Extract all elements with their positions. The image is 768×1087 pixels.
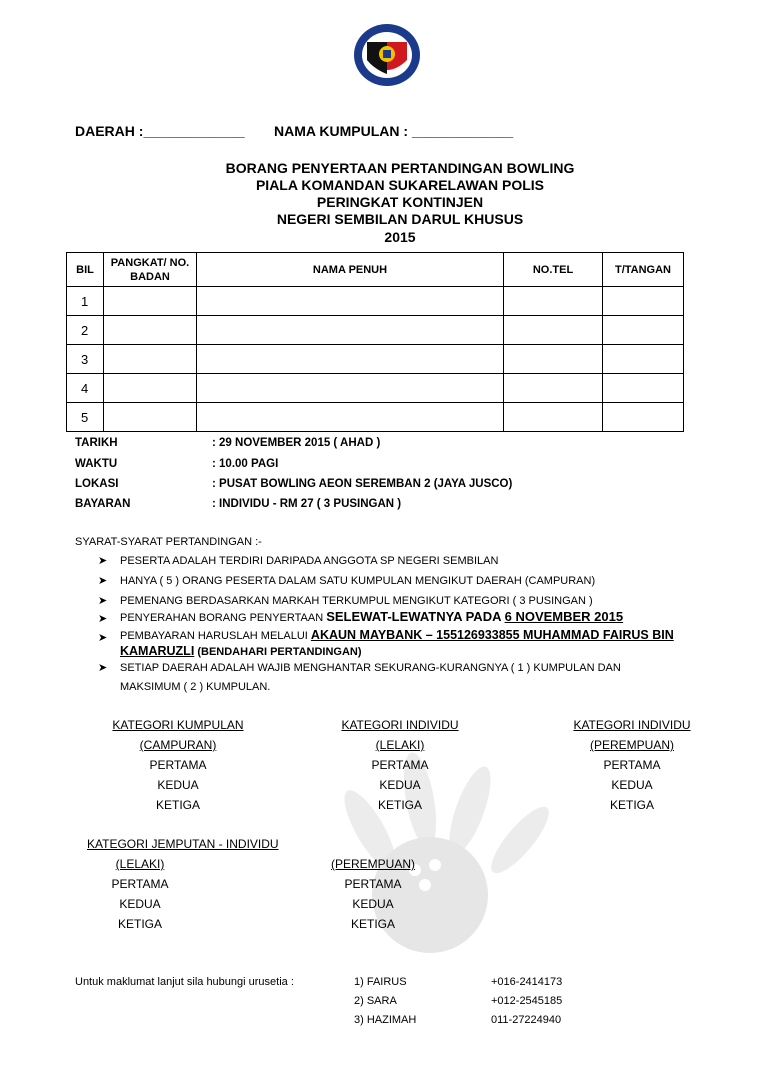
title-line-2: PIALA KOMANDAN SUKARELAWAN POLIS bbox=[255, 177, 545, 193]
cell-ttangan[interactable] bbox=[603, 374, 684, 403]
rule-5-name: KAMARUZLI bbox=[120, 644, 195, 658]
place-1: PERTAMA bbox=[371, 758, 429, 772]
place-1: PERTAMA bbox=[111, 877, 169, 891]
contact-phone-3: 011-27224940 bbox=[491, 1014, 562, 1026]
cell-nama[interactable] bbox=[197, 316, 504, 345]
col-ttangan: T/TANGAN bbox=[603, 253, 684, 287]
cell-pangkat[interactable] bbox=[104, 345, 197, 374]
cell-ttangan[interactable] bbox=[603, 345, 684, 374]
cat-kumpulan-sub: (CAMPURAN) bbox=[139, 738, 217, 752]
cell-pangkat[interactable] bbox=[104, 374, 197, 403]
col-pangkat: PANGKAT/ NO. BADAN bbox=[104, 253, 197, 287]
detail-label-tarikh: TARIKH bbox=[75, 437, 118, 449]
cat-ind-perempuan-sub: (PEREMPUAN) bbox=[589, 738, 674, 752]
arrow-bullet-icon: ➤ bbox=[98, 575, 108, 587]
arrow-bullet-icon: ➤ bbox=[98, 595, 108, 607]
rule-6-line-2: MAKSIMUM ( 2 ) KUMPULAN. bbox=[120, 681, 271, 693]
cell-ttangan[interactable] bbox=[603, 403, 684, 432]
cat-kumpulan bbox=[98, 718, 258, 812]
rule-5-text: PEMBAYARAN HARUSLAH MELALUI bbox=[120, 630, 311, 642]
cat-individu-lelaki bbox=[320, 718, 480, 812]
table-row bbox=[67, 374, 684, 403]
place-1: PERTAMA bbox=[603, 758, 661, 772]
detail-label-bayaran: BAYARAN bbox=[75, 498, 131, 510]
cat-kumpulan-title: KATEGORI KUMPULAN bbox=[112, 718, 244, 732]
cat-jemputan-lelaki-sub: (LELAKI) bbox=[115, 857, 165, 871]
place-3: KETIGA bbox=[609, 798, 654, 812]
col-bil: BIL bbox=[67, 253, 104, 287]
row-number: 3 bbox=[67, 345, 104, 374]
cell-pangkat[interactable] bbox=[104, 287, 197, 316]
place-3: KETIGA bbox=[155, 798, 200, 812]
rule-1: PESERTA ADALAH TERDIRI DARIPADA ANGGOTA SP NEGERI SEMBILAN bbox=[120, 555, 499, 567]
detail-value-tarikh: : 29 NOVEMBER 2015 ( AHAD ) bbox=[212, 437, 381, 449]
detail-label-lokasi: LOKASI bbox=[75, 478, 119, 490]
cell-notel[interactable] bbox=[504, 345, 603, 374]
title-line-3: PERINGKAT KONTINJEN bbox=[316, 194, 484, 210]
entry-table bbox=[66, 252, 684, 432]
detail-value-lokasi: : PUSAT BOWLING AEON SEREMBAN 2 (JAYA JUSCO) bbox=[212, 478, 513, 490]
rule-5-line-1 bbox=[120, 628, 674, 642]
rule-4-text: PENYERAHAN BORANG PENYERTAAN bbox=[120, 612, 327, 624]
cat-ind-perempuan-title: KATEGORI INDIVIDU bbox=[573, 718, 691, 732]
cell-notel[interactable] bbox=[504, 403, 603, 432]
title-line-1: BORANG PENYERTAAN PERTANDINGAN BOWLING bbox=[225, 160, 575, 176]
place-3: KETIGA bbox=[117, 917, 162, 931]
detail-label-waktu: WAKTU bbox=[75, 458, 118, 470]
cat-jemputan-title: KATEGORI JEMPUTAN - INDIVIDU bbox=[87, 837, 279, 851]
cat-ind-lelaki-sub: (LELAKI) bbox=[375, 738, 425, 752]
table-header-row bbox=[67, 253, 684, 287]
rule-2: HANYA ( 5 ) ORANG PESERTA DALAM SATU KUMPULAN MENGIKUT DAERAH (CAMPURAN) bbox=[120, 575, 596, 587]
detail-value-waktu: : 10.00 PAGI bbox=[212, 458, 279, 470]
place-3: KETIGA bbox=[350, 917, 395, 931]
daerah-field: DAERAH :_____________ bbox=[75, 123, 245, 139]
cell-ttangan[interactable] bbox=[603, 316, 684, 345]
cell-nama[interactable] bbox=[197, 345, 504, 374]
rules-heading: SYARAT-SYARAT PERTANDINGAN :- bbox=[75, 536, 262, 548]
contact-phone-2: +012-2545185 bbox=[491, 995, 563, 1007]
cell-nama[interactable] bbox=[197, 287, 504, 316]
col-notel: NO.TEL bbox=[504, 253, 603, 287]
place-1: PERTAMA bbox=[149, 758, 207, 772]
rule-5-line-2 bbox=[120, 644, 362, 658]
emblem-logo bbox=[352, 22, 422, 88]
rule-4 bbox=[120, 609, 623, 624]
row-number: 2 bbox=[67, 316, 104, 345]
cell-nama[interactable] bbox=[197, 374, 504, 403]
row-number: 4 bbox=[67, 374, 104, 403]
place-2: KEDUA bbox=[379, 778, 421, 792]
cat-jemputan-perempuan bbox=[313, 857, 433, 931]
contact-label: Untuk maklumat lanjut sila hubungi urusetia : bbox=[75, 976, 294, 988]
cat-jemputan-perempuan-sub: (PEREMPUAN) bbox=[330, 857, 415, 871]
place-2: KEDUA bbox=[611, 778, 653, 792]
row-number: 1 bbox=[67, 287, 104, 316]
title-line-5: 2015 bbox=[384, 229, 416, 245]
arrow-bullet-icon: ➤ bbox=[98, 613, 108, 625]
contact-phone-1: +016-2414173 bbox=[491, 976, 563, 988]
cell-pangkat[interactable] bbox=[104, 403, 197, 432]
table-row bbox=[67, 403, 684, 432]
col-nama: NAMA PENUH bbox=[197, 253, 504, 287]
rule-5-role: (BENDAHARI PERTANDINGAN) bbox=[194, 646, 362, 658]
title-line-4: NEGERI SEMBILAN DARUL KHUSUS bbox=[276, 211, 524, 227]
place-1: PERTAMA bbox=[344, 877, 402, 891]
rule-4-deadline-date: 6 NOVEMBER 2015 bbox=[504, 609, 624, 624]
contact-name-2: 2) SARA bbox=[354, 995, 397, 1007]
place-2: KEDUA bbox=[119, 897, 161, 911]
cell-pangkat[interactable] bbox=[104, 316, 197, 345]
arrow-bullet-icon: ➤ bbox=[98, 662, 108, 674]
cat-ind-lelaki-title: KATEGORI INDIVIDU bbox=[341, 718, 459, 732]
rule-5-account: AKAUN MAYBANK – 155126933855 MUHAMMAD FAIRUS BIN bbox=[310, 628, 674, 642]
place-3: KETIGA bbox=[377, 798, 422, 812]
row-number: 5 bbox=[67, 403, 104, 432]
rule-4-deadline-label: SELEWAT-LEWATNYA PADA bbox=[326, 609, 505, 624]
kumpulan-field: NAMA KUMPULAN : _____________ bbox=[274, 123, 514, 139]
contact-name-1: 1) FAIRUS bbox=[354, 976, 407, 988]
table-row bbox=[67, 316, 684, 345]
rule-3: PEMENANG BERDASARKAN MARKAH TERKUMPUL MENGIKUT KATEGORI ( 3 PUSINGAN ) bbox=[120, 595, 593, 607]
table-row bbox=[67, 345, 684, 374]
cell-ttangan[interactable] bbox=[603, 287, 684, 316]
contact-name-3: 3) HAZIMAH bbox=[354, 1014, 417, 1026]
table-row bbox=[67, 287, 684, 316]
cat-jemputan-lelaki bbox=[80, 857, 200, 931]
cell-notel[interactable] bbox=[504, 374, 603, 403]
arrow-bullet-icon: ➤ bbox=[98, 555, 108, 567]
rule-6-line-1: SETIAP DAERAH ADALAH WAJIB MENGHANTAR SEKURANG-KURANGNYA ( 1 ) KUMPULAN DAN bbox=[120, 662, 621, 674]
cell-notel[interactable] bbox=[504, 287, 603, 316]
place-2: KEDUA bbox=[157, 778, 199, 792]
arrow-bullet-icon: ➤ bbox=[98, 632, 108, 644]
cat-individu-perempuan bbox=[552, 718, 712, 812]
detail-value-bayaran: : INDIVIDU - RM 27 ( 3 PUSINGAN ) bbox=[212, 498, 402, 510]
place-2: KEDUA bbox=[352, 897, 394, 911]
cell-nama[interactable] bbox=[197, 403, 504, 432]
cell-notel[interactable] bbox=[504, 316, 603, 345]
